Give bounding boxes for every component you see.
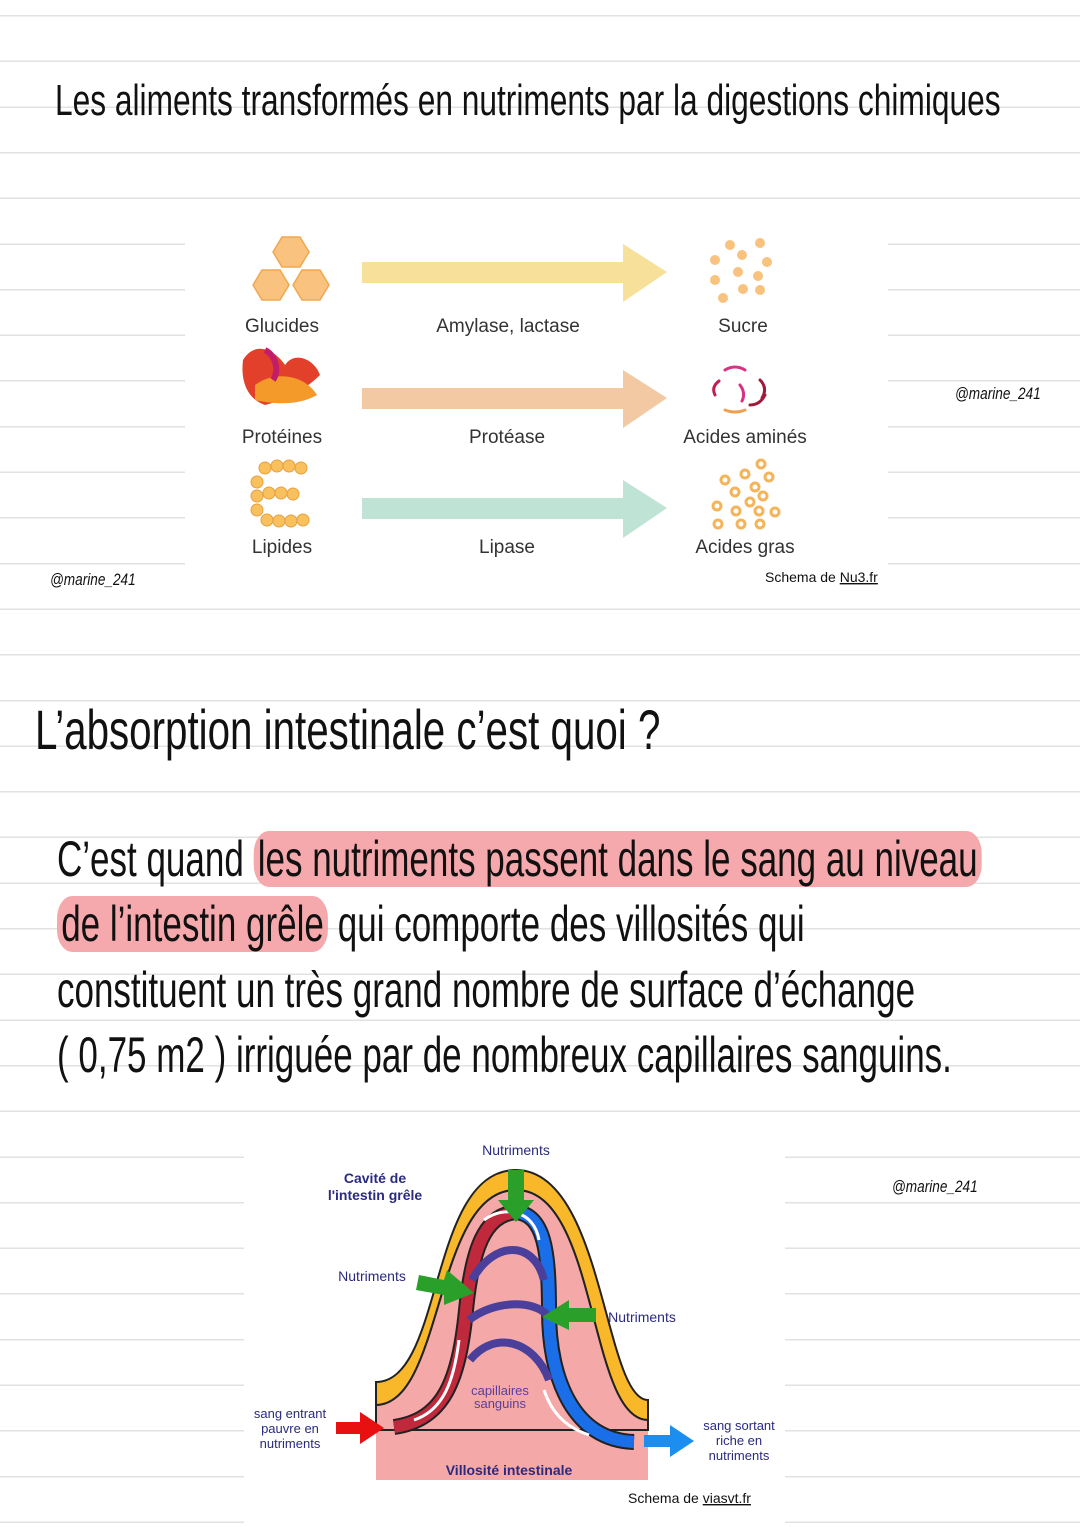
watermark: @marine_241 <box>50 570 136 589</box>
svg-text:sanguins: sanguins <box>473 1396 527 1411</box>
digestion-diagram <box>185 200 888 605</box>
acides-amines-icon <box>714 367 765 412</box>
svg-text:Nutriments: Nutriments <box>338 1268 406 1284</box>
watermark: @marine_241 <box>955 384 1041 403</box>
paragraph-line: ( 0,75 m2 ) irriguée par de nombreux capillaires sanguins. <box>57 1027 952 1083</box>
page-title: Les aliments transformés en nutriments par la digestions chimiques <box>55 76 1001 125</box>
credit: Schema de viasvt.fr <box>628 1490 751 1506</box>
product-label: Acides gras <box>695 537 795 558</box>
section-heading: L’absorption intestinale c’est quoi ? <box>35 698 661 761</box>
svg-text:Nutriments: Nutriments <box>482 1142 550 1158</box>
svg-text:sang entrant: sang entrant <box>253 1406 327 1421</box>
highlight: les nutriments passent dans le sang au niveau <box>254 831 982 887</box>
glucides-icon <box>253 237 329 300</box>
product-label: Acides aminés <box>683 427 807 448</box>
credit: Schema de Nu3.fr <box>765 569 878 585</box>
proteines-icon <box>242 349 320 405</box>
source-label: Lipides <box>251 537 313 558</box>
arrow-3 <box>362 480 667 538</box>
paragraph-line: de l’intestin grêle qui comporte des villosités qui <box>57 895 805 953</box>
paragraph-line: C’est quand les nutriments passent dans le sang au niveau <box>57 830 982 888</box>
source-label: Glucides <box>245 316 319 337</box>
svg-text:Nutriments: Nutriments <box>608 1309 676 1325</box>
svg-text:Villosité intestinale: Villosité intestinale <box>445 1462 573 1478</box>
svg-text:Cavité de: Cavité de <box>343 1170 407 1186</box>
acides-gras-icon <box>713 460 779 528</box>
arrow-1 <box>362 244 667 302</box>
arrow-2 <box>362 370 667 428</box>
svg-text:nutriments: nutriments <box>708 1448 770 1463</box>
svg-text:nutriments: nutriments <box>259 1436 321 1451</box>
svg-text:sang sortant: sang sortant <box>703 1418 775 1433</box>
paragraph-line: constituent un très grand nombre de surface d’échange <box>57 962 916 1018</box>
sucre-icon <box>710 238 772 303</box>
enzyme-label: Lipase <box>479 537 535 558</box>
svg-text:capillaires: capillaires <box>471 1383 529 1398</box>
enzyme-label: Amylase, lactase <box>436 316 580 337</box>
blue-arrow <box>644 1425 694 1457</box>
enzyme-label: Protéase <box>468 427 546 448</box>
highlight: de l’intestin grêle <box>57 896 328 952</box>
source-label: Protéines <box>241 427 323 448</box>
lipides-icon <box>251 460 309 527</box>
villus-diagram <box>244 1130 785 1527</box>
product-label: Sucre <box>718 316 768 337</box>
svg-text:pauvre en: pauvre en <box>261 1421 319 1436</box>
svg-text:l'intestin grêle: l'intestin grêle <box>327 1187 423 1203</box>
watermark: @marine_241 <box>892 1177 978 1196</box>
svg-text:riche en: riche en <box>715 1433 763 1448</box>
